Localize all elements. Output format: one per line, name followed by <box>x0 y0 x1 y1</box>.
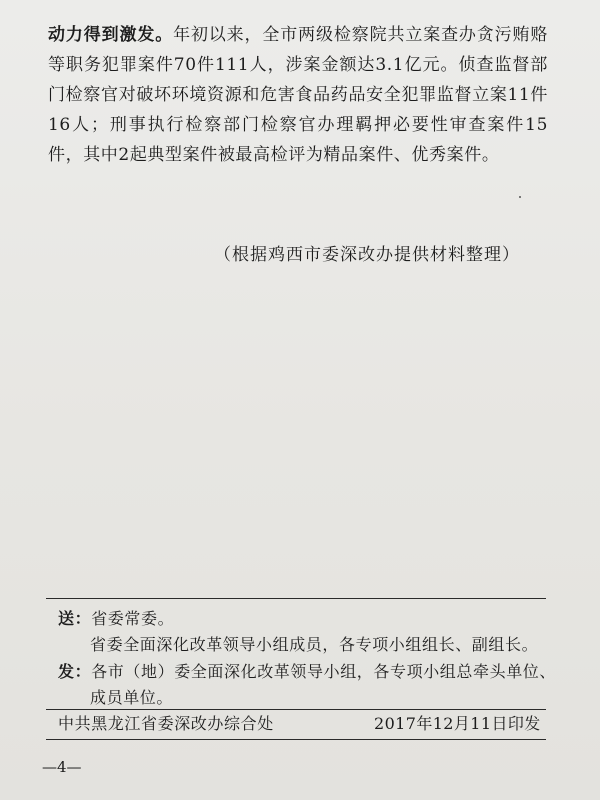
send-label: 送： <box>58 609 92 628</box>
paragraph-text: 年初以来，全市两级检察院共立案查办贪污贿赂等职务犯罪案件70件111人，涉案金额达3.1亿元。侦查监督部门检察官对破坏环境资源和危害食品药品安全犯罪监督立案11件16人；刑事执行检察部门检察官办理羁押必要性审查案件15件，其中2起典型案件被最高检评为精品案件、优秀案件。 <box>48 25 549 165</box>
send-line-1: 省委常委。 <box>91 609 175 628</box>
body-paragraph <box>48 20 548 170</box>
issue-row <box>58 659 556 682</box>
issue-row-2 <box>90 685 173 708</box>
distribution-top-rule <box>46 598 546 599</box>
footer-bottom-rule <box>46 739 546 740</box>
issue-label: 发： <box>58 662 92 681</box>
paper-speck <box>519 196 521 198</box>
issue-line-2: 成员单位。 <box>90 688 174 707</box>
issue-date: 2017年12月11日印发 <box>374 714 541 733</box>
send-row <box>58 606 174 629</box>
source-note: （根据鸡西市委深改办提供材料整理） <box>214 245 520 265</box>
paragraph-lead: 动力得到激发。 <box>48 25 174 45</box>
send-line-2: 省委全面深化改革领导小组成员，各专项小组组长、副组长。 <box>90 635 539 654</box>
send-row-2 <box>90 632 538 655</box>
distribution-bottom-rule <box>46 709 546 710</box>
issue-line-1: 各市（地）委全面深化改革领导小组，各专项小组总牵头单位、 <box>91 662 557 681</box>
page-number: —4— <box>42 758 82 776</box>
issuing-organization: 中共黑龙江省委深改办综合处 <box>58 714 274 733</box>
